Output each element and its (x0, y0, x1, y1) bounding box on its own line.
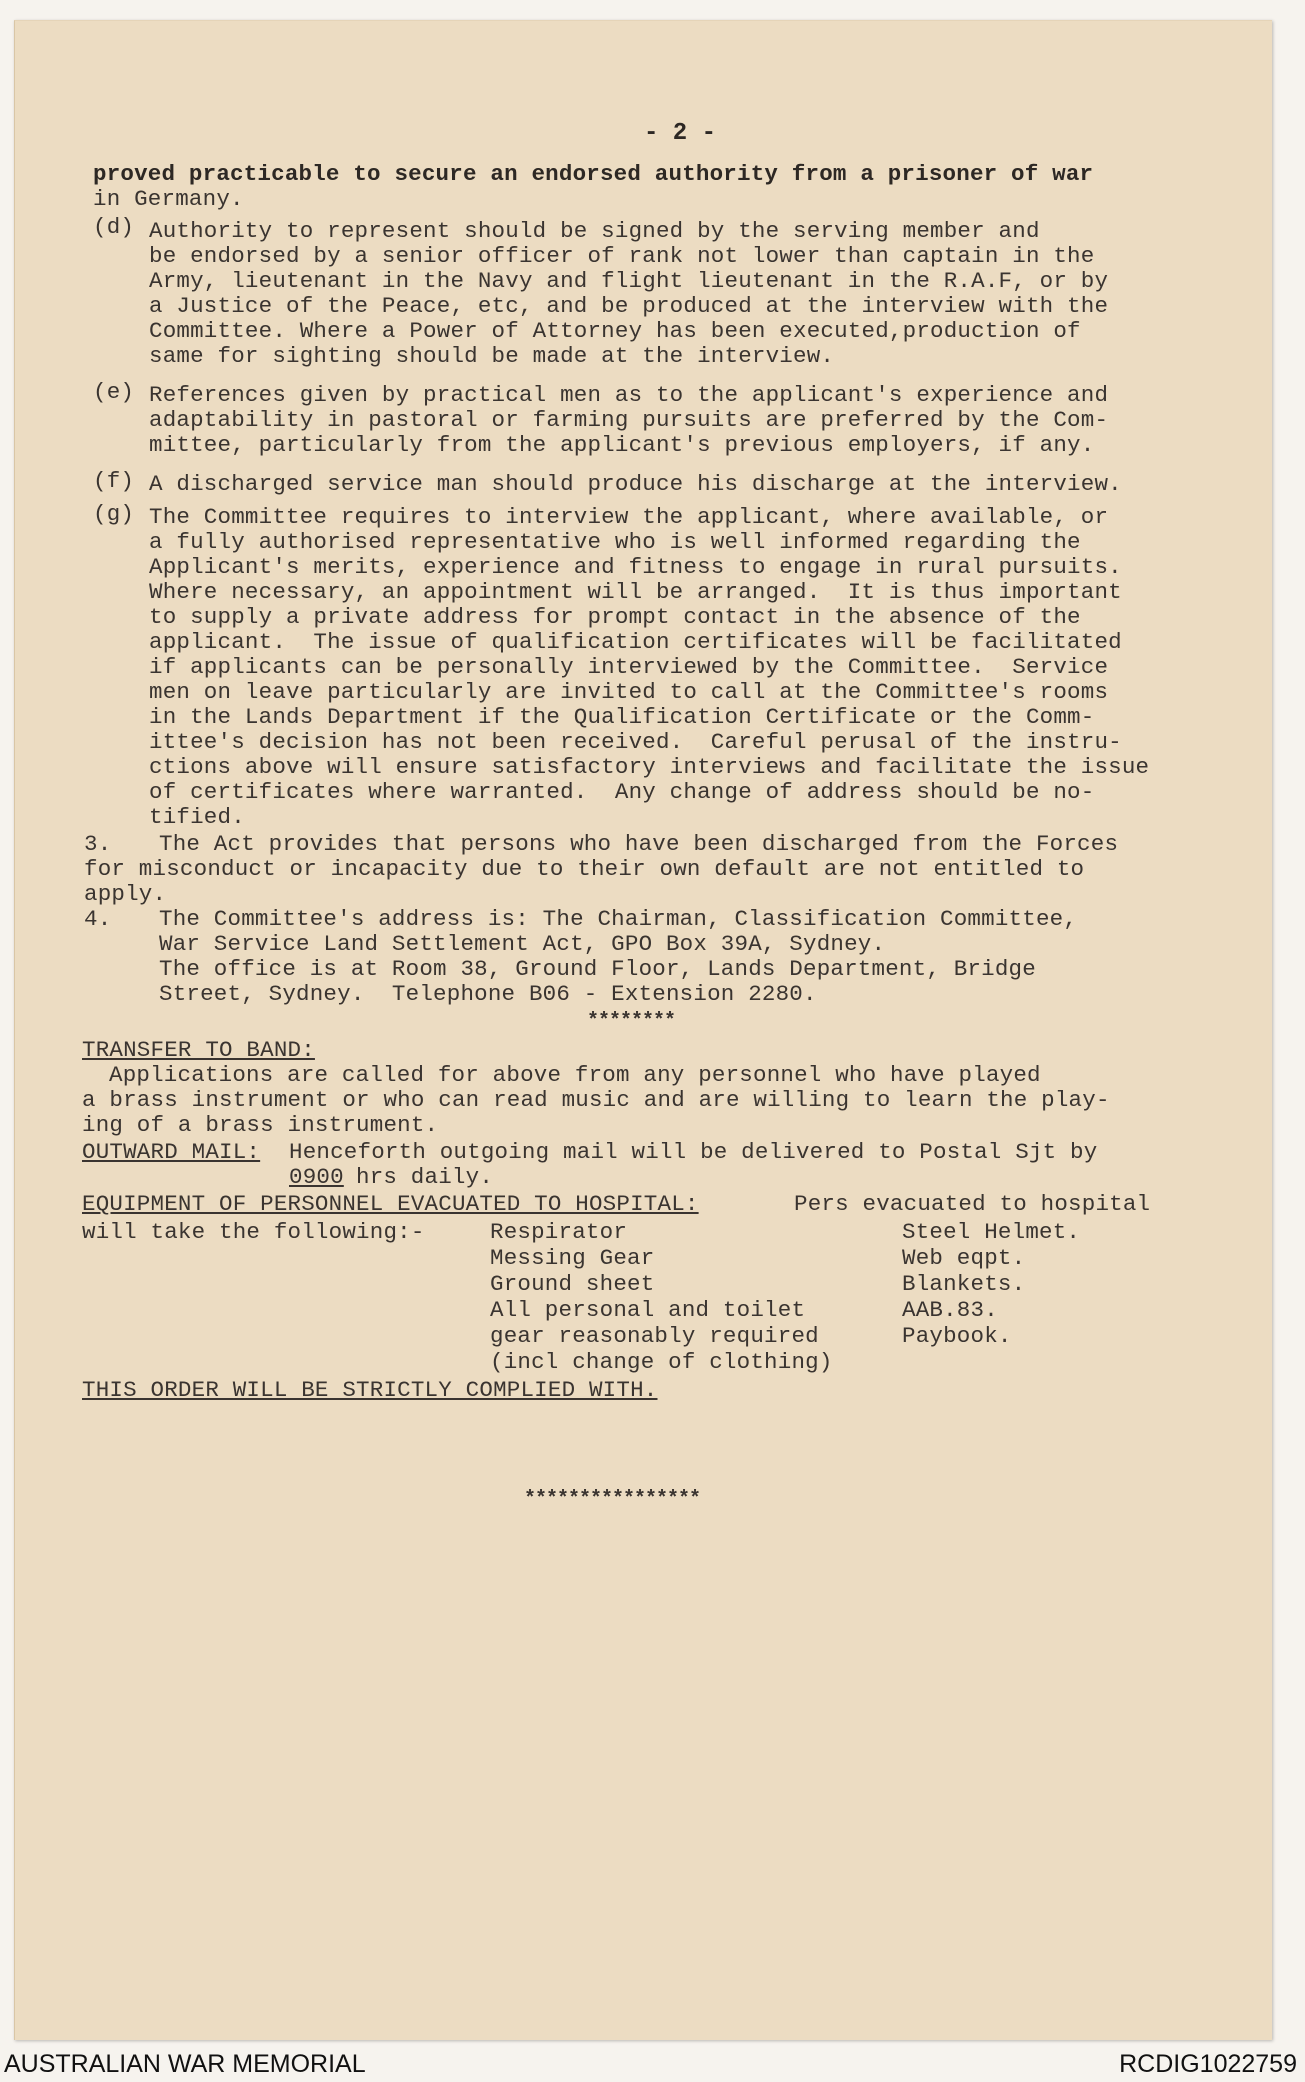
equipment-text: Pers evacuated to hospital (794, 1191, 1151, 1217)
separator-stars-end: **************** (524, 1488, 701, 1511)
item-g-line: Applicant's merits, experience and fitness to engage in rural pursuits. (149, 554, 1122, 580)
para-3-line: apply. (84, 881, 167, 907)
item-g-line: ittee's decision has not been received. Careful perusal of the instru- (149, 729, 1122, 755)
footer-record-id: RCDIG1022759 (1119, 2050, 1297, 2078)
item-g-line: men on leave particularly are invited to call at the Committee's rooms (149, 679, 1109, 705)
intro-line-2: in Germany. (93, 186, 244, 212)
para-3-label: 3. (84, 831, 112, 857)
para-4-line: War Service Land Settlement Act, GPO Box 39A, Sydney. (159, 931, 886, 957)
item-g-line: ctions above will ensure satisfactory interviews and facilitate the issue (149, 754, 1150, 780)
item-d-label: (d) (93, 214, 135, 240)
item-d-line: Army, lieutenant in the Navy and flight lieutenant in the R.A.F, or by (149, 268, 1109, 294)
intro-line-1: proved practicable to secure an endorsed authority from a prisoner of war (93, 161, 1094, 187)
item-g-line: tified. (149, 804, 245, 830)
para-4-label: 4. (84, 906, 112, 932)
para-3-line: The Act provides that persons who have been discharged from the Forces (159, 831, 1119, 857)
equipment-item: Messing Gear (490, 1245, 655, 1271)
item-g-line: Where necessary, an appointment will be arranged. It is thus important (149, 579, 1122, 605)
equipment-item: Ground sheet (490, 1271, 655, 1297)
item-e-label: (e) (93, 379, 135, 405)
equipment-item: All personal and toilet (490, 1297, 806, 1323)
item-d-line: Committee. Where a Power of Attorney has been executed,production of (149, 318, 1081, 344)
equipment-item: Paybook. (902, 1323, 1012, 1349)
para-4-line: The office is at Room 38, Ground Floor, Lands Department, Bridge (159, 956, 1036, 982)
item-f-label: (f) (93, 468, 135, 494)
para-4-line: Street, Sydney. Telephone B06 - Extension 2280. (159, 981, 817, 1007)
item-d-line: be endorsed by a senior officer of rank not lower than captain in the (149, 243, 1095, 269)
outward-time: 0900 (289, 1164, 344, 1190)
item-g-line: of certificates where warranted. Any change of address should be no- (149, 779, 1095, 805)
item-g-label: (g) (93, 501, 135, 527)
item-g-line: applicant. The issue of qualification certificates will be facilitated (149, 629, 1122, 655)
transfer-line: Applications are called for above from any personnel who have played (109, 1062, 1041, 1088)
separator-stars: ******** (587, 1010, 676, 1033)
equipment-lead: will take the following:- (82, 1219, 425, 1245)
item-g-line: in the Lands Department if the Qualification Certificate or the Comm- (149, 704, 1095, 730)
outward-text: Henceforth outgoing mail will be delivered to Postal Sjt by (289, 1139, 1098, 1165)
transfer-line: a brass instrument or who can read music and are willing to learn the play- (82, 1087, 1110, 1113)
outward-heading: OUTWARD MAIL: (82, 1139, 261, 1165)
page-number: - 2 - (644, 120, 717, 147)
item-f-line: A discharged service man should produce his discharge at the interview. (149, 471, 1122, 497)
item-e-line: adaptability in pastoral or farming pursuits are preferred by the Com- (149, 407, 1109, 433)
equipment-heading: EQUIPMENT OF PERSONNEL EVACUATED TO HOSPITAL: (82, 1191, 699, 1217)
item-e-line: References given by practical men as to the applicant's experience and (149, 382, 1109, 408)
item-g-line: to supply a private address for prompt contact in the absence of the (149, 604, 1081, 630)
transfer-heading: TRANSFER TO BAND: (82, 1037, 315, 1063)
equipment-item: gear reasonably required (490, 1323, 819, 1349)
equipment-item: AAB.83. (902, 1297, 998, 1323)
para-3-line: for misconduct or incapacity due to their own default are not entitled to (84, 856, 1085, 882)
outward-text-2: hrs daily. (356, 1164, 494, 1190)
equipment-item: Steel Helmet. (902, 1219, 1081, 1245)
footer-institution: AUSTRALIAN WAR MEMORIAL (4, 2050, 366, 2078)
item-g-line: if applicants can be personally interviewed by the Committee. Service (149, 654, 1109, 680)
item-g-line: The Committee requires to interview the applicant, where available, or (149, 504, 1109, 530)
transfer-line: ing of a brass instrument. (82, 1112, 439, 1138)
item-d-line: Authority to represent should be signed by the serving member and (149, 218, 1040, 244)
document-page (14, 20, 1272, 2040)
equipment-item: Web eqpt. (902, 1245, 1026, 1271)
equipment-item: Blankets. (902, 1271, 1026, 1297)
equipment-item: Respirator (490, 1219, 628, 1245)
equipment-item: (incl change of clothing) (490, 1349, 833, 1375)
item-e-line: mittee, particularly from the applicant's previous employers, if any. (149, 432, 1095, 458)
item-d-line: a Justice of the Peace, etc, and be produced at the interview with the (149, 293, 1109, 319)
para-4-line: The Committee's address is: The Chairman, Classification Committee, (159, 906, 1078, 932)
compliance-notice: THIS ORDER WILL BE STRICTLY COMPLIED WITH. (82, 1377, 658, 1403)
item-g-line: a fully authorised representative who is well informed regarding the (149, 529, 1081, 555)
item-d-line: same for sighting should be made at the interview. (149, 343, 835, 369)
